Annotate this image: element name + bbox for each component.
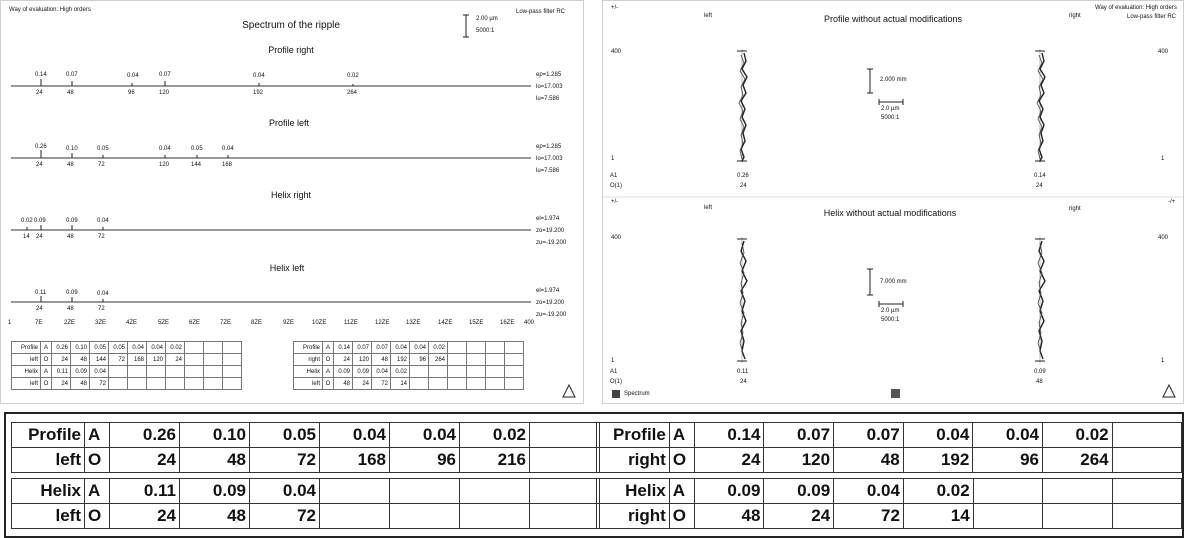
- row-label: Helix: [597, 479, 670, 504]
- a-label: A1: [610, 173, 618, 179]
- cell: 0.11: [110, 479, 180, 504]
- o-label: O(1): [610, 379, 622, 385]
- scale-value: 2.000 mm: [880, 77, 907, 83]
- cell: 96: [390, 448, 460, 473]
- cell: 0.04: [372, 366, 391, 378]
- cell: 0.04: [973, 423, 1043, 448]
- row-type: A: [85, 479, 110, 504]
- cell: 0.02: [166, 342, 185, 354]
- amplitude-label: 0.07: [66, 72, 78, 78]
- cell: [320, 504, 390, 529]
- cell: [530, 448, 600, 473]
- amplitude-label: 0.04: [222, 146, 234, 152]
- cell: 24: [52, 378, 71, 390]
- row-type: A: [669, 479, 694, 504]
- cell: [1112, 423, 1181, 448]
- cell: 0.04: [390, 423, 460, 448]
- cell: 48: [334, 378, 353, 390]
- cell: 0.02: [429, 342, 448, 354]
- row-type: A: [323, 366, 334, 378]
- table-row: [597, 448, 1182, 473]
- row-type: O: [323, 378, 334, 390]
- row-label: left: [294, 378, 323, 390]
- tick-label: 400: [1158, 49, 1169, 55]
- table-row: [12, 448, 600, 473]
- row-label: Profile: [597, 423, 670, 448]
- cell: 0.07: [353, 342, 372, 354]
- order-label: 48: [67, 234, 74, 240]
- filter-label: Low-pass filter RC: [1127, 14, 1177, 20]
- cell: 0.10: [180, 423, 250, 448]
- order-label: 192: [253, 90, 264, 96]
- cell: [1043, 479, 1112, 504]
- cell: 0.04: [90, 366, 109, 378]
- cell: 48: [834, 448, 904, 473]
- cell: 168: [320, 448, 390, 473]
- cell: 0.04: [391, 342, 410, 354]
- cell: 96: [410, 354, 429, 366]
- cell: [973, 479, 1042, 504]
- order-label: 144: [191, 162, 202, 168]
- amplitude-label: 0.14: [35, 72, 47, 78]
- amplitude-label: 0.02: [21, 218, 33, 224]
- scale-value: 7.000 mm: [880, 279, 907, 285]
- flank-label-left: left: [704, 13, 713, 19]
- corner-label: +/-: [611, 5, 619, 11]
- axis-tick-label: 400: [524, 320, 535, 326]
- tick-label: 1: [611, 358, 615, 364]
- cell: 0.04: [834, 479, 904, 504]
- order-label: 48: [67, 90, 74, 96]
- cell: 0.07: [372, 342, 391, 354]
- cell: 216: [460, 448, 530, 473]
- row-label: Profile: [12, 342, 41, 354]
- cell: 0.14: [694, 423, 764, 448]
- scale-ratio: 5000:1: [476, 28, 495, 34]
- cell: 120: [147, 354, 166, 366]
- amplitude-label: 0.04: [97, 291, 109, 297]
- cell: 24: [166, 354, 185, 366]
- row-type: A: [85, 423, 110, 448]
- scale-value: 2.00 µm: [476, 16, 498, 22]
- cell: 48: [694, 504, 764, 529]
- axis-tick-label: 11ZE: [344, 320, 358, 326]
- order-label: 24: [36, 306, 43, 312]
- cell: [460, 504, 530, 529]
- cell: 0.09: [180, 479, 250, 504]
- cell: 0.07: [834, 423, 904, 448]
- deviation-panel: [602, 0, 1184, 404]
- cell: 0.02: [1042, 423, 1112, 448]
- param-label: zu=-19.200: [536, 312, 567, 318]
- flank-label-right: right: [1069, 13, 1081, 19]
- tick-label: 1: [611, 156, 615, 162]
- row-label: right: [294, 354, 323, 366]
- evaluation-mode: Way of evaluation: High orders: [1095, 5, 1177, 11]
- cell: 0.11: [52, 366, 71, 378]
- cell: 0.09: [71, 366, 90, 378]
- summary-table-left: [11, 422, 600, 473]
- amplitude-label: 0.04: [97, 218, 109, 224]
- cell: 48: [71, 354, 90, 366]
- axis-tick-label: 8ZE: [251, 320, 263, 326]
- order-label: 120: [159, 162, 170, 168]
- axis-tick-label: 5ZE: [158, 320, 170, 326]
- cell: 0.26: [52, 342, 71, 354]
- amplitude-label: 0.02: [347, 73, 359, 79]
- order-label: 24: [36, 234, 43, 240]
- cell: 14: [903, 504, 973, 529]
- cell: 72: [90, 378, 109, 390]
- cell: [530, 423, 600, 448]
- cell: 0.26: [110, 423, 180, 448]
- param-label: lu=7.586: [536, 168, 560, 174]
- amplitude-label: 0.10: [66, 146, 78, 152]
- spectrum-title: Spectrum of the ripple: [242, 20, 340, 31]
- cell: 0.09: [694, 479, 764, 504]
- order-label: 264: [347, 90, 358, 96]
- param-label: lo=17.003: [536, 84, 563, 90]
- cell: 24: [334, 354, 353, 366]
- scale-sub: 2.0 µm: [881, 308, 900, 314]
- order-label: 72: [98, 162, 105, 168]
- row-type: O: [85, 504, 110, 529]
- row-label: right: [597, 448, 670, 473]
- order-value: 24: [1036, 183, 1043, 189]
- cell: 0.05: [109, 342, 128, 354]
- spectrum-panel: [0, 0, 584, 404]
- row-label: Profile: [294, 342, 323, 354]
- row-label: right: [597, 504, 670, 529]
- row-label: Helix: [12, 479, 85, 504]
- row-type: A: [41, 366, 52, 378]
- axis-tick-label: 6ZE: [189, 320, 201, 326]
- row-type: A: [323, 342, 334, 354]
- param-label: el=1.974: [536, 288, 560, 294]
- cell: 72: [834, 504, 904, 529]
- param-label: ep=1.285: [536, 72, 562, 78]
- order-value: 48: [1036, 379, 1043, 385]
- cell: 0.10: [71, 342, 90, 354]
- cell: 168: [128, 354, 147, 366]
- flank-label-right: right: [1069, 206, 1081, 212]
- order-label: 168: [222, 162, 233, 168]
- cell: [973, 504, 1042, 529]
- cell: 24: [764, 504, 834, 529]
- order-label: 24: [36, 162, 43, 168]
- filter-label: Low-pass filter RC: [516, 9, 566, 15]
- cell: 24: [52, 354, 71, 366]
- amplitude-label: 0.04: [253, 73, 265, 79]
- order-label: 48: [67, 162, 74, 168]
- cell: 0.07: [764, 423, 834, 448]
- amplitude-label: 0.11: [35, 290, 47, 296]
- cell: 24: [353, 378, 372, 390]
- cell: 24: [110, 504, 180, 529]
- order-label: 72: [98, 234, 105, 240]
- order-label: 14: [23, 234, 30, 240]
- cell: 0.04: [128, 342, 147, 354]
- cell: 0.09: [353, 366, 372, 378]
- axis-tick-label: 10ZE: [312, 320, 327, 326]
- cell: 120: [353, 354, 372, 366]
- cell: 0.04: [250, 479, 320, 504]
- row-type: O: [669, 448, 694, 473]
- row-label: left: [12, 448, 85, 473]
- param-label: ep=1.285: [536, 144, 562, 150]
- amplitude-label: 0.05: [191, 146, 203, 152]
- cell: 0.04: [903, 423, 973, 448]
- order-label: 72: [98, 306, 105, 312]
- amplitude-label: 0.09: [66, 290, 78, 296]
- table-row: [12, 423, 600, 448]
- cell: 144: [90, 354, 109, 366]
- row-type: O: [41, 354, 52, 366]
- cell: 264: [429, 354, 448, 366]
- tick-label: 400: [611, 49, 622, 55]
- amplitude-value: 0.11: [737, 369, 749, 375]
- cell: [320, 479, 390, 504]
- cell: 0.04: [147, 342, 166, 354]
- section-title: Profile left: [268, 118, 310, 128]
- order-label: 48: [67, 306, 74, 312]
- corner-label: +/-: [611, 199, 619, 205]
- order-label: 24: [36, 90, 43, 96]
- param-label: el=1.974: [536, 216, 560, 222]
- amplitude-value: 0.09: [1034, 369, 1046, 375]
- cell: [460, 479, 530, 504]
- a-label: A1: [610, 369, 618, 375]
- row-type: O: [669, 504, 694, 529]
- row-label: left: [12, 354, 41, 366]
- section-title: Helix right: [270, 190, 312, 200]
- cell: 0.14: [334, 342, 353, 354]
- cell: [1112, 448, 1181, 473]
- row-label: Profile: [12, 423, 85, 448]
- cell: 0.04: [410, 342, 429, 354]
- table-row: [12, 504, 600, 529]
- axis-tick-label: 4ZE: [126, 320, 138, 326]
- cell: 0.02: [903, 479, 973, 504]
- cell: 24: [694, 448, 764, 473]
- cell: [390, 479, 460, 504]
- summary-table-right: [596, 422, 1182, 473]
- legend-label: Spectrum: [624, 391, 650, 397]
- param-label: lu=7.586: [536, 96, 560, 102]
- corner-triangle-icon: [603, 1, 1183, 401]
- cell: 0.04: [320, 423, 390, 448]
- axis-tick-label: 7E: [35, 320, 43, 326]
- section-title: Profile right: [268, 45, 314, 55]
- amplitude-label: 0.07: [159, 72, 171, 78]
- axis-tick-label: 13ZE: [406, 320, 421, 326]
- table-row: [597, 423, 1182, 448]
- axis-tick-label: 14ZE: [438, 320, 453, 326]
- axis-tick-label: 7ZE: [220, 320, 232, 326]
- cell: 14: [391, 378, 410, 390]
- axis-tick-label: 9ZE: [283, 320, 295, 326]
- row-type: A: [41, 342, 52, 354]
- table-row: [597, 479, 1182, 504]
- cell: [1112, 504, 1181, 529]
- cell: 72: [109, 354, 128, 366]
- order-value: 24: [740, 183, 747, 189]
- scale-sub: 2.0 µm: [881, 106, 900, 112]
- profile-title: Profile without actual modifications: [823, 14, 963, 24]
- tick-label: 400: [611, 235, 622, 241]
- axis-tick-label: 15ZE: [469, 320, 484, 326]
- param-label: zu=-19.200: [536, 240, 567, 246]
- corner-label: -/+: [1168, 199, 1176, 205]
- row-type: O: [41, 378, 52, 390]
- cell: 0.02: [391, 366, 410, 378]
- cell: [530, 504, 600, 529]
- flank-label-left: left: [704, 205, 713, 211]
- cell: 96: [973, 448, 1043, 473]
- cell: 48: [180, 448, 250, 473]
- cell: 48: [180, 504, 250, 529]
- scale-ratio: 5000:1: [881, 115, 900, 121]
- axis-tick-label: 16ZE: [500, 320, 515, 326]
- row-label: left: [12, 504, 85, 529]
- cell: 264: [1042, 448, 1112, 473]
- evaluation-mode: Way of evaluation: High orders: [9, 7, 91, 13]
- row-type: A: [669, 423, 694, 448]
- helix-title: Helix without actual modifications: [823, 208, 957, 218]
- cell: 192: [391, 354, 410, 366]
- o-label: O(1): [610, 183, 622, 189]
- row-label: left: [12, 378, 41, 390]
- param-label: zo=19.200: [536, 300, 565, 306]
- cell: 0.02: [460, 423, 530, 448]
- cell: 24: [110, 448, 180, 473]
- summary-table-right-helix: [596, 478, 1182, 529]
- tick-label: 1: [1161, 358, 1165, 364]
- amplitude-label: 0.26: [35, 144, 47, 150]
- param-label: lo=17.003: [536, 156, 563, 162]
- axis-tick-label: 12ZE: [375, 320, 390, 326]
- cell: 192: [903, 448, 973, 473]
- axis-tick-label: 1: [8, 320, 12, 326]
- amplitude-label: 0.04: [127, 73, 139, 79]
- amplitude-label: 0.05: [97, 146, 109, 152]
- row-type: O: [85, 448, 110, 473]
- amplitude-value: 0.14: [1034, 173, 1046, 179]
- cell: 0.09: [334, 366, 353, 378]
- cell: 0.05: [90, 342, 109, 354]
- amplitude-value: 0.26: [737, 173, 749, 179]
- amplitude-label: 0.09: [66, 218, 78, 224]
- cell: [530, 479, 600, 504]
- corner-triangle-icon: [1, 1, 581, 401]
- order-label: 96: [128, 90, 135, 96]
- table-row: [12, 479, 600, 504]
- cell: [1112, 479, 1181, 504]
- cell: [1043, 504, 1112, 529]
- cell: 0.09: [764, 479, 834, 504]
- cell: 72: [372, 378, 391, 390]
- cell: 0.05: [250, 423, 320, 448]
- order-label: 120: [159, 90, 170, 96]
- row-type: O: [323, 354, 334, 366]
- order-value: 24: [740, 379, 747, 385]
- cell: 120: [764, 448, 834, 473]
- tick-label: 1: [1161, 156, 1165, 162]
- tick-label: 400: [1158, 235, 1169, 241]
- cell: 72: [250, 448, 320, 473]
- summary-tables: [4, 412, 1184, 538]
- row-label: Helix: [12, 366, 41, 378]
- param-label: zo=19.200: [536, 228, 565, 234]
- summary-table-left-helix: [11, 478, 600, 529]
- axis-tick-label: 2ZE: [64, 320, 76, 326]
- axis-tick-label: 3ZE: [95, 320, 107, 326]
- cell: [390, 504, 460, 529]
- cell: 48: [372, 354, 391, 366]
- section-title: Helix left: [269, 263, 305, 273]
- row-label: Helix: [294, 366, 323, 378]
- amplitude-label: 0.09: [34, 218, 46, 224]
- amplitude-label: 0.04: [159, 146, 171, 152]
- cell: 72: [250, 504, 320, 529]
- cell: 48: [71, 378, 90, 390]
- scale-ratio: 5000:1: [881, 317, 900, 323]
- table-row: [597, 504, 1182, 529]
